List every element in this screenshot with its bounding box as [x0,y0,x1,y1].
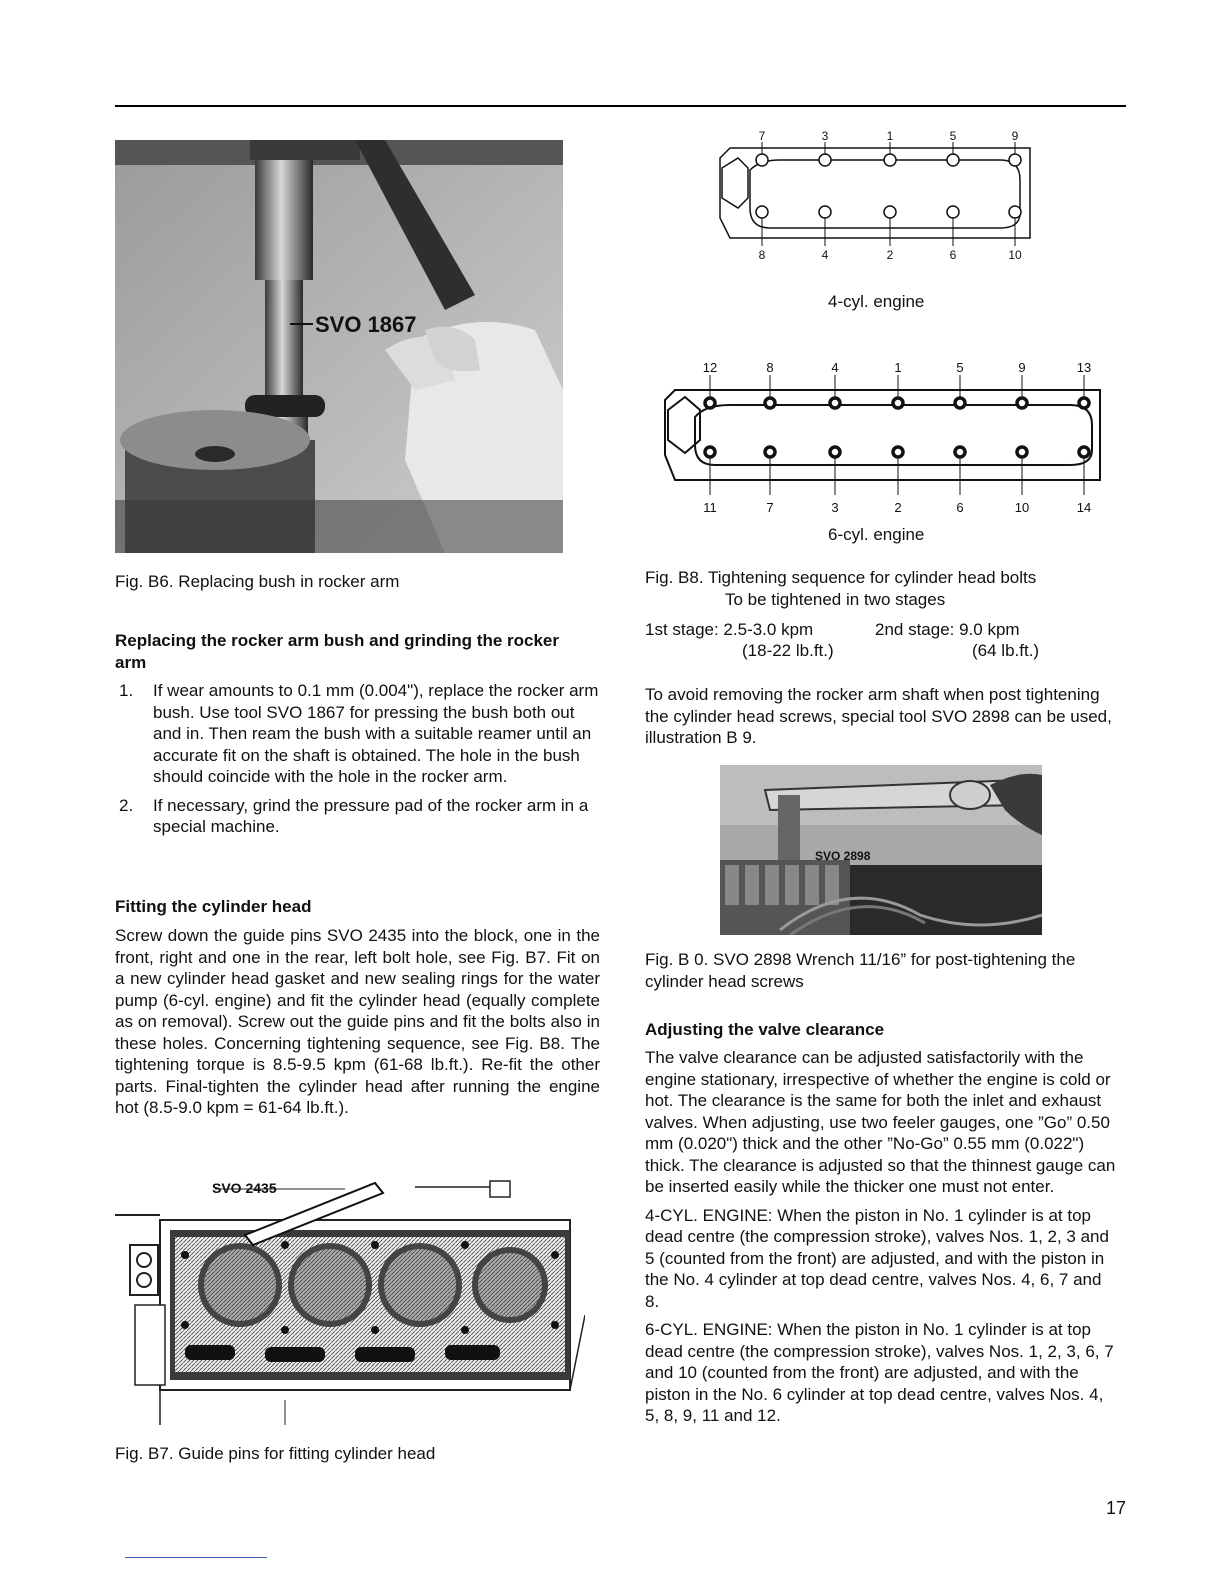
cylinder-head-body: Screw down the guide pins SVO 2435 into the block, one in the front, right and one in the rear, left bolt hole, see Fig. B7. Fit on a new cylinder head gasket and new sealing rings for the water pump (6-cyl. engine) and fit the cylinder head (equally complete as on removal). Screw out the guide pins and fit the bolts also in these holes. Concerning tightening sequence, see Fig. B8. The tightening torque is 8.5-9.5 kpm (61-68 lb.ft.). Re-fit the other parts. Final-tighten the cylinder head after running the engine hot (8.5-9.0 kpm = 61-64 lb.ft.). [115,926,600,1117]
fig-b7-caption: Fig. B7. Guide pins for fitting cylinder head [115,1444,436,1463]
bolt-number: 7 [758,129,766,143]
bolt-number: 11 [703,500,717,515]
six-cyl-label: 6-cyl. engine [828,525,925,544]
step-number: 2. [119,795,134,815]
bolt-number: 5 [956,360,964,375]
bolt-number: 10 [1008,248,1022,262]
bolt-number: 5 [949,129,957,143]
bolt-number: 13 [1076,360,1092,375]
step-number: 1. [119,681,134,700]
bolt-number: 8 [766,360,774,375]
stage1-sub: (18-22 lb.ft.) [742,641,834,660]
bolt-number: 9 [1011,129,1019,143]
fig-b6-photo [115,140,563,553]
bolt-number: 2 [894,500,902,515]
header-rule [115,105,1126,107]
bolt-number: 7 [766,500,774,515]
svo-1867-label: SVO 1867 [315,312,417,337]
bolt-number: 6 [956,500,964,515]
bolt-number: 8 [758,248,766,262]
rocker-section-heading: Replacing the rocker arm bush and grinding the rocker arm [115,631,559,672]
four-cyl-label: 4-cyl. engine [828,292,925,311]
cylinder-head-heading: Fitting the cylinder head [115,897,312,916]
post-tighten-text: To avoid removing the rocker arm shaft when post tightening the cylinder head screws, special tool SVO 2898 can be used, illustration B 9. [645,685,1112,747]
six-cyl-diagram [660,355,1110,520]
bolt-number: 3 [831,500,839,515]
fig-b6-illustration [115,140,563,553]
footer-line [125,1557,267,1558]
bolt-number: 14 [1076,500,1092,515]
bolt-number: 1 [894,360,902,375]
rocker-steps-list [115,680,600,845]
rocker-step-2 [115,795,600,838]
bolt-number: 3 [821,129,829,143]
fig-b6-caption: Fig. B6. Replacing bush in rocker arm [115,572,400,591]
stage2-label: 2nd stage: 9.0 kpm [875,620,1020,639]
valve-paragraph: The valve clearance can be adjusted satisfactorily with the engine stationary, irrespective of whether the engine is cold or hot. The clearance is the same for both the inlet and exhaust valves. When adjusting, use two feeler gauges, one ”Go” 0.50 mm (0.020") thick and the other ”No-Go” 0.55 mm (0.022") thick. The clearance is adjusted so that the thinnest gauge can be inserted easily while the thicker one must not enter. [645,1048,1116,1196]
bolt-number: 9 [1018,360,1026,375]
fig-b7-drawing [115,1175,585,1425]
fig-b9-caption: Fig. B 0. SVO 2898 Wrench 11/16” for post-tightening the cylinder head screws [645,950,1076,991]
bolt-number: 4 [831,360,839,375]
bolt-number: 1 [886,129,894,143]
bolt-number: 2 [886,248,894,262]
bolt-number: 12 [702,360,718,375]
fig-b7-illustration [115,1175,585,1425]
fig-b9-illustration [720,765,1042,935]
stage1-label: 1st stage: 2.5-3.0 kpm [645,620,814,639]
stage2-sub: (64 lb.ft.) [972,641,1040,660]
step-text: If necessary, grind the pressure pad of the rocker arm in a special machine. [153,795,589,836]
fig-b8-caption-line1: Fig. B8. Tightening sequence for cylinder head bolts [645,568,1037,587]
four-cyl-diagram [710,128,1040,268]
bolt-number: 10 [1014,500,1030,515]
step-text: If wear amounts to 0.1 mm (0.004"), replace the rocker arm bush. Use tool SVO 1867 for pressing the bush both out and in. Then ream the bush with a suitable reamer until an accurate fit on the shaft is obtained. The hole in the bush should coincide with the hole in the rocker arm. [153,681,599,786]
svo-2435-label: SVO 2435 [212,1180,277,1196]
fig-b8-caption-line2: To be tightened in two stages [725,590,946,609]
svo-2898-label: SVO 2898 [815,849,871,863]
bolt-number: 4 [821,248,829,262]
page-number: 17 [1105,1498,1126,1518]
rocker-step-1 [115,680,600,788]
fig-b9-photo [720,765,1042,935]
valve-section-heading: Adjusting the valve clearance [645,1020,885,1039]
valve-section-body [645,1047,1120,1427]
valve-paragraph: 6-CYL. ENGINE: When the piston in No. 1 cylinder is at top dead centre (the compression stroke), valves Nos. 1, 2, 3, 6, 7 and 10 (counted from the front) are adjusted, and with the piston in the No. 6 cylinder at top dead centre, valves Nos. 4, 5, 8, 9, 11 and 12. [645,1320,1114,1425]
bolt-number: 6 [949,248,957,262]
valve-paragraph: 4-CYL. ENGINE: When the piston in No. 1 cylinder is at top dead centre (the compression stroke), valves Nos. 1, 2, 3 and 5 (counted from the front) are adjusted, and with the piston in the No. 4 cylinder at top dead centre, valves Nos. 4, 6, 7 and 8. [645,1205,1109,1311]
